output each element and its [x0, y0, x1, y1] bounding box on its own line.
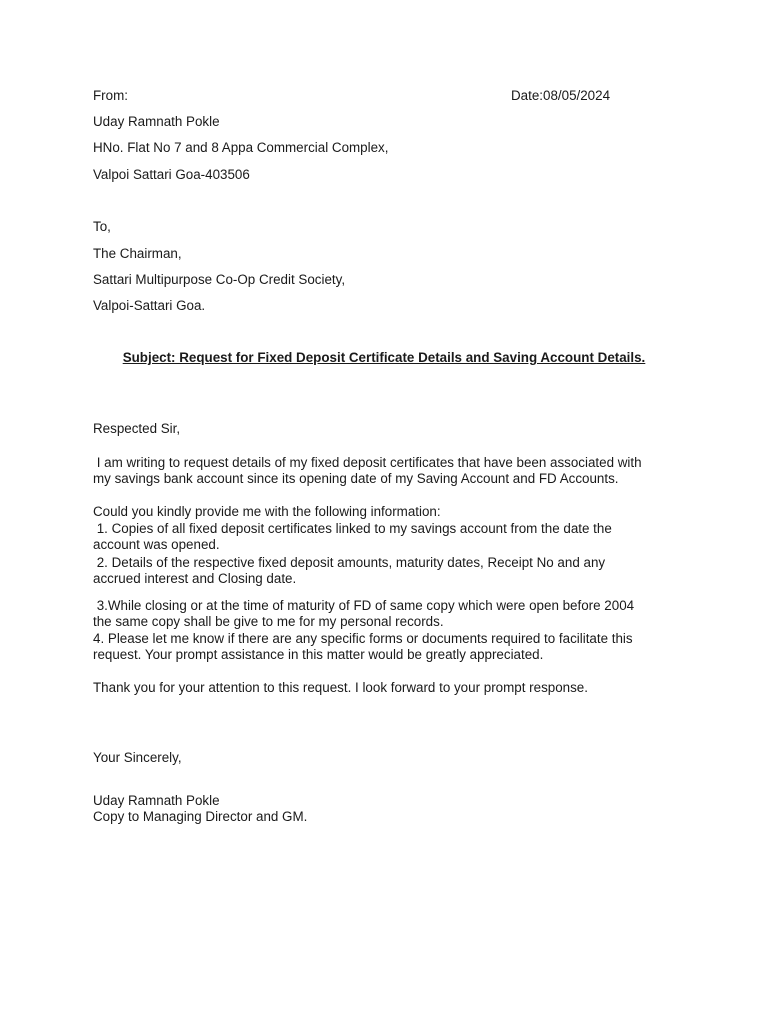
- letter-date: Date:08/05/2024: [511, 88, 611, 103]
- sender-name: Uday Ramnath Pokle: [93, 114, 220, 129]
- sender-address-line2: Valpoi Sattari Goa-403506: [93, 167, 250, 182]
- body-request-intro: Could you kindly provide me with the following information:: [93, 504, 441, 519]
- request-item-4-line2: request. Your prompt assistance in this matter would be greatly appreciated.: [93, 647, 544, 662]
- request-item-4-line1: 4. Please let me know if there are any specific forms or documents required to facilitate this: [93, 631, 633, 646]
- salutation: Respected Sir,: [93, 421, 181, 436]
- to-label: To,: [93, 219, 111, 234]
- copy-note: Copy to Managing Director and GM.: [93, 809, 308, 824]
- request-item-1-line2: account was opened.: [93, 537, 220, 552]
- request-item-2-line1: 2. Details of the respective fixed deposit amounts, maturity dates, Receipt No and any: [93, 555, 606, 570]
- subject-line: Subject: Request for Fixed Deposit Certificate Details and Saving Account Details.: [122, 350, 646, 365]
- request-item-3-line1: 3.While closing or at the time of maturity of FD of same copy which were open before 2004: [93, 598, 635, 613]
- request-item-3-line2: the same copy shall be give to me for my personal records.: [93, 614, 444, 629]
- body-paragraph-1-line2: my savings bank account since its opening date of my Saving Account and FD Accounts.: [93, 471, 619, 486]
- recipient-line1: The Chairman,: [93, 246, 182, 261]
- body-paragraph-1-line1: I am writing to request details of my fixed deposit certificates that have been associated with: [93, 455, 642, 470]
- signature-name: Uday Ramnath Pokle: [93, 793, 220, 808]
- thanks-line: Thank you for your attention to this request. I look forward to your prompt response.: [93, 680, 588, 695]
- recipient-line3: Valpoi-Sattari Goa.: [93, 298, 206, 313]
- request-item-1-line1: 1. Copies of all fixed deposit certificates linked to my savings account from the date the: [93, 521, 612, 536]
- closing: Your Sincerely,: [93, 750, 182, 765]
- request-item-2-line2: accrued interest and Closing date.: [93, 571, 297, 586]
- recipient-line2: Sattari Multipurpose Co-Op Credit Society,: [93, 272, 346, 287]
- from-label: From:: [93, 88, 128, 103]
- sender-address-line1: HNo. Flat No 7 and 8 Appa Commercial Complex,: [93, 140, 389, 155]
